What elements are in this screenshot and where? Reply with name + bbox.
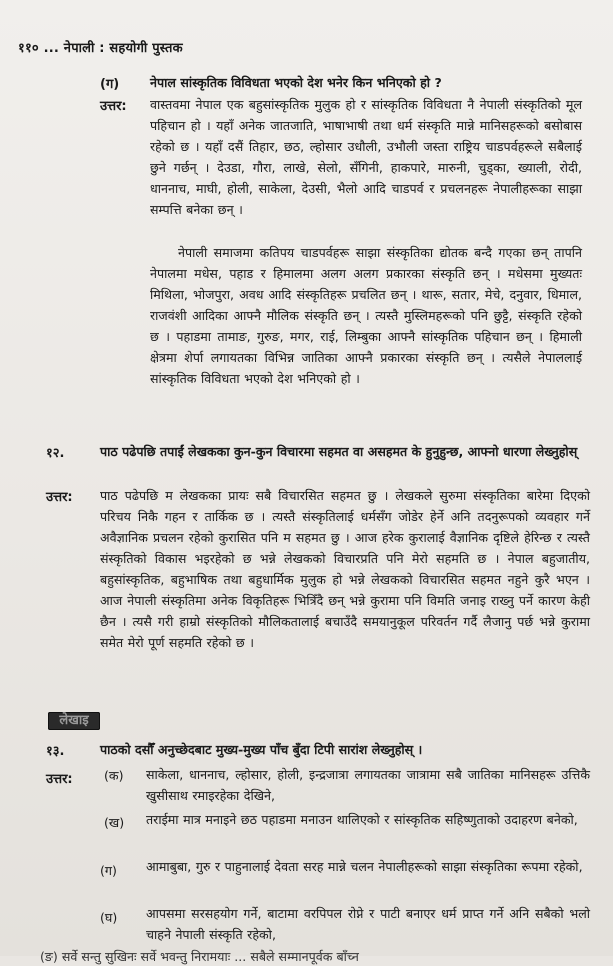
question-13-text: पाठको दसौँ अनुच्छेदबाट मुख्य-मुख्य पाँच बुँदा टिपी सारांश लेख्नुहोस् । — [100, 742, 423, 757]
list-item-label: (घ) — [100, 910, 118, 925]
header-subject: नेपाली : सहयोगी पुस्तक — [63, 41, 183, 56]
answer-g-paragraph-1: वास्तवमा नेपाल एक बहुसांस्कृतिक मुलुक हो र सांस्कृतिक विविधता नै नेपाली संस्कृतिको मूल पहिचान हो । यहाँ अनेक जातजाति, भाषाभाषी तथा धर्म संस्कृति मान्ने मानिसहरूको बसोबास रहेको छ । यहाँ दसैं तिहार, छठ, ल्होसार उधौली, उभौली जस्ता राष्ट्रिय चाडपर्वहरूले सबैलाई छुने गर्छन् । देउडा, गौरा, लाखे, सेलो, सँगिनी, हाकपारे, मारुनी, चुड्का, ख्याली, रोदी, धाननाच, माघी, होली, साकेला, देउसी, भैलो आदि चाडपर्व र प्रचलनहरू नेपालीहरूका साझा सम्पत्ति बनेका छन् । — [150, 97, 582, 217]
answer-g-paragraph-2: नेपाली समाजमा कतिपय चाडपर्वहरू साझा संस्कृतिका द्योतक बन्दै गएका छन् तापनि नेपालमा मधेस, पहाड र हिमालमा अलग अलग प्रकारका संस्कृति छन् । मधेसमा मुख्यतः मिथिला, भोजपुरा, अवध आदि संस्कृतिहरू प्रचलित छन् । थारू, सतार, मेचे, दनुवार, धिमाल, राजवंशी आदिका आफ्नै मौलिक संस्कृति छन् । त्यस्तै मुस्लिमहरूको पनि छुट्टै, संस्कृति रहेको छ । पहाडमा तामाङ, गुरुङ, मगर, राई, लिम्बुका आफ्नै सांस्कृतिक पहिचान छन् । हिमाली क्षेत्रमा शेर्पा लगायतका विभिन्न जातिका आफ्नै प्रकारका संस्कृति छन् । त्यसैले नेपाललाई सांस्कृतिक विविधता भएको देश भनिएको हो । — [150, 245, 582, 386]
section-writing-tab — [48, 712, 100, 730]
cut-off-line: (ङ) सर्वे सन्तु सुखिनः सर्वे भवन्तु निरामयाः ... सबैले सम्मानपूर्वक बाँच्न — [40, 949, 359, 964]
list-item-label: (ख) — [104, 815, 125, 830]
list-item: आपसमा सरसहयोग गर्ने, बाटामा वरपिपल रोप्ने र पाटी बनाएर धर्म प्राप्त गर्ने अनि सबैको भलो चाहने नेपाली संस्कृति रहेको, — [146, 906, 590, 942]
answer-12-text: पाठ पढेपछि म लेखकका प्रायः सबै विचारसित सहमत छु । लेखकले सुरुमा संस्कृतिका बारेमा दिएको परिचय निकै गहन र तार्किक छ । त्यस्तै संस्कृतिलाई धर्मसँग जोडेर हेर्ने अनि तदनुरूपको व्यवहार गर्ने अवैज्ञानिक प्रचलन रहेको कुरासित पनि म सहमत छु । आज हरेक कुरालाई वैज्ञानिक दृष्टिले हेरिन्छ र त्यस्तै संस्कृतिको विकास भइरहेको छ भन्ने लेखकको विचारप्रति पनि मेरो सहमति छ । नेपाल बहुजातीय, बहुसांस्कृतिक, बहुभाषिक तथा बहुधार्मिक मुलुक हो भन्ने लेखकको विचारसित सहमत नहुने कुरै भएन । आज नेपाली संस्कृतिमा अनेक विकृतिहरू भित्रिँदै छन् भन्ने कुरामा पनि विमति जनाइ राख्नु पर्ने कारण केही छैन । त्यसै गरी हाम्रो संस्कृतिको मौलिकतालाई बचाउँदै समयानुकूल परिवर्तन गर्दै लैजानु पर्छ भन्ने कुरामा समेत मेरो पूर्ण सहमति रहेको छ । — [100, 488, 591, 650]
question-g-text: नेपाल सांस्कृतिक विविधता भएको देश भनेर किन भनिएको हो ? — [150, 75, 442, 90]
question-number-13: १३. — [46, 744, 65, 759]
question-label-g: (ग) — [100, 77, 120, 92]
list-item: साकेला, धाननाच, ल्होसार, होली, इन्द्रजात्रा लगायतका जात्रामा सबै जातिका मानिसहरू उत्तिकै खुसीसाथ रमाइरहेका देखिने, — [146, 767, 590, 803]
answer-label-13: उत्तर: — [46, 772, 73, 787]
list-item-label: (क) — [104, 768, 124, 783]
section-label: लेखाइ — [59, 713, 89, 728]
list-item: तराईमा मात्र मनाइने छठ पहाडमा मनाउन थालिएको र सांस्कृतिक सहिष्णुताको उदाहरण बनेको, — [146, 812, 578, 827]
list-item: आमाबुबा, गुरु र पाहुनालाई देवता सरह मान्ने चलन नेपालीहरूको साझा संस्कृतिका रूपमा रहेको, — [146, 859, 583, 874]
page-header — [18, 38, 183, 56]
list-item-label: (ग) — [100, 863, 117, 878]
answer-label-g: उत्तर: — [100, 99, 127, 114]
answer-label-12: उत्तर: — [46, 490, 73, 505]
header-dots: ... — [43, 41, 60, 56]
question-12-text: पाठ पढेपछि तपाईं लेखकका कुन-कुन विचारमा सहमत वा असहमत के हुनुहुन्छ, आफ्नो धारणा लेख्नुहोस् — [100, 444, 578, 459]
page-number: ११० — [18, 41, 39, 56]
question-number-12: १२. — [46, 446, 65, 461]
